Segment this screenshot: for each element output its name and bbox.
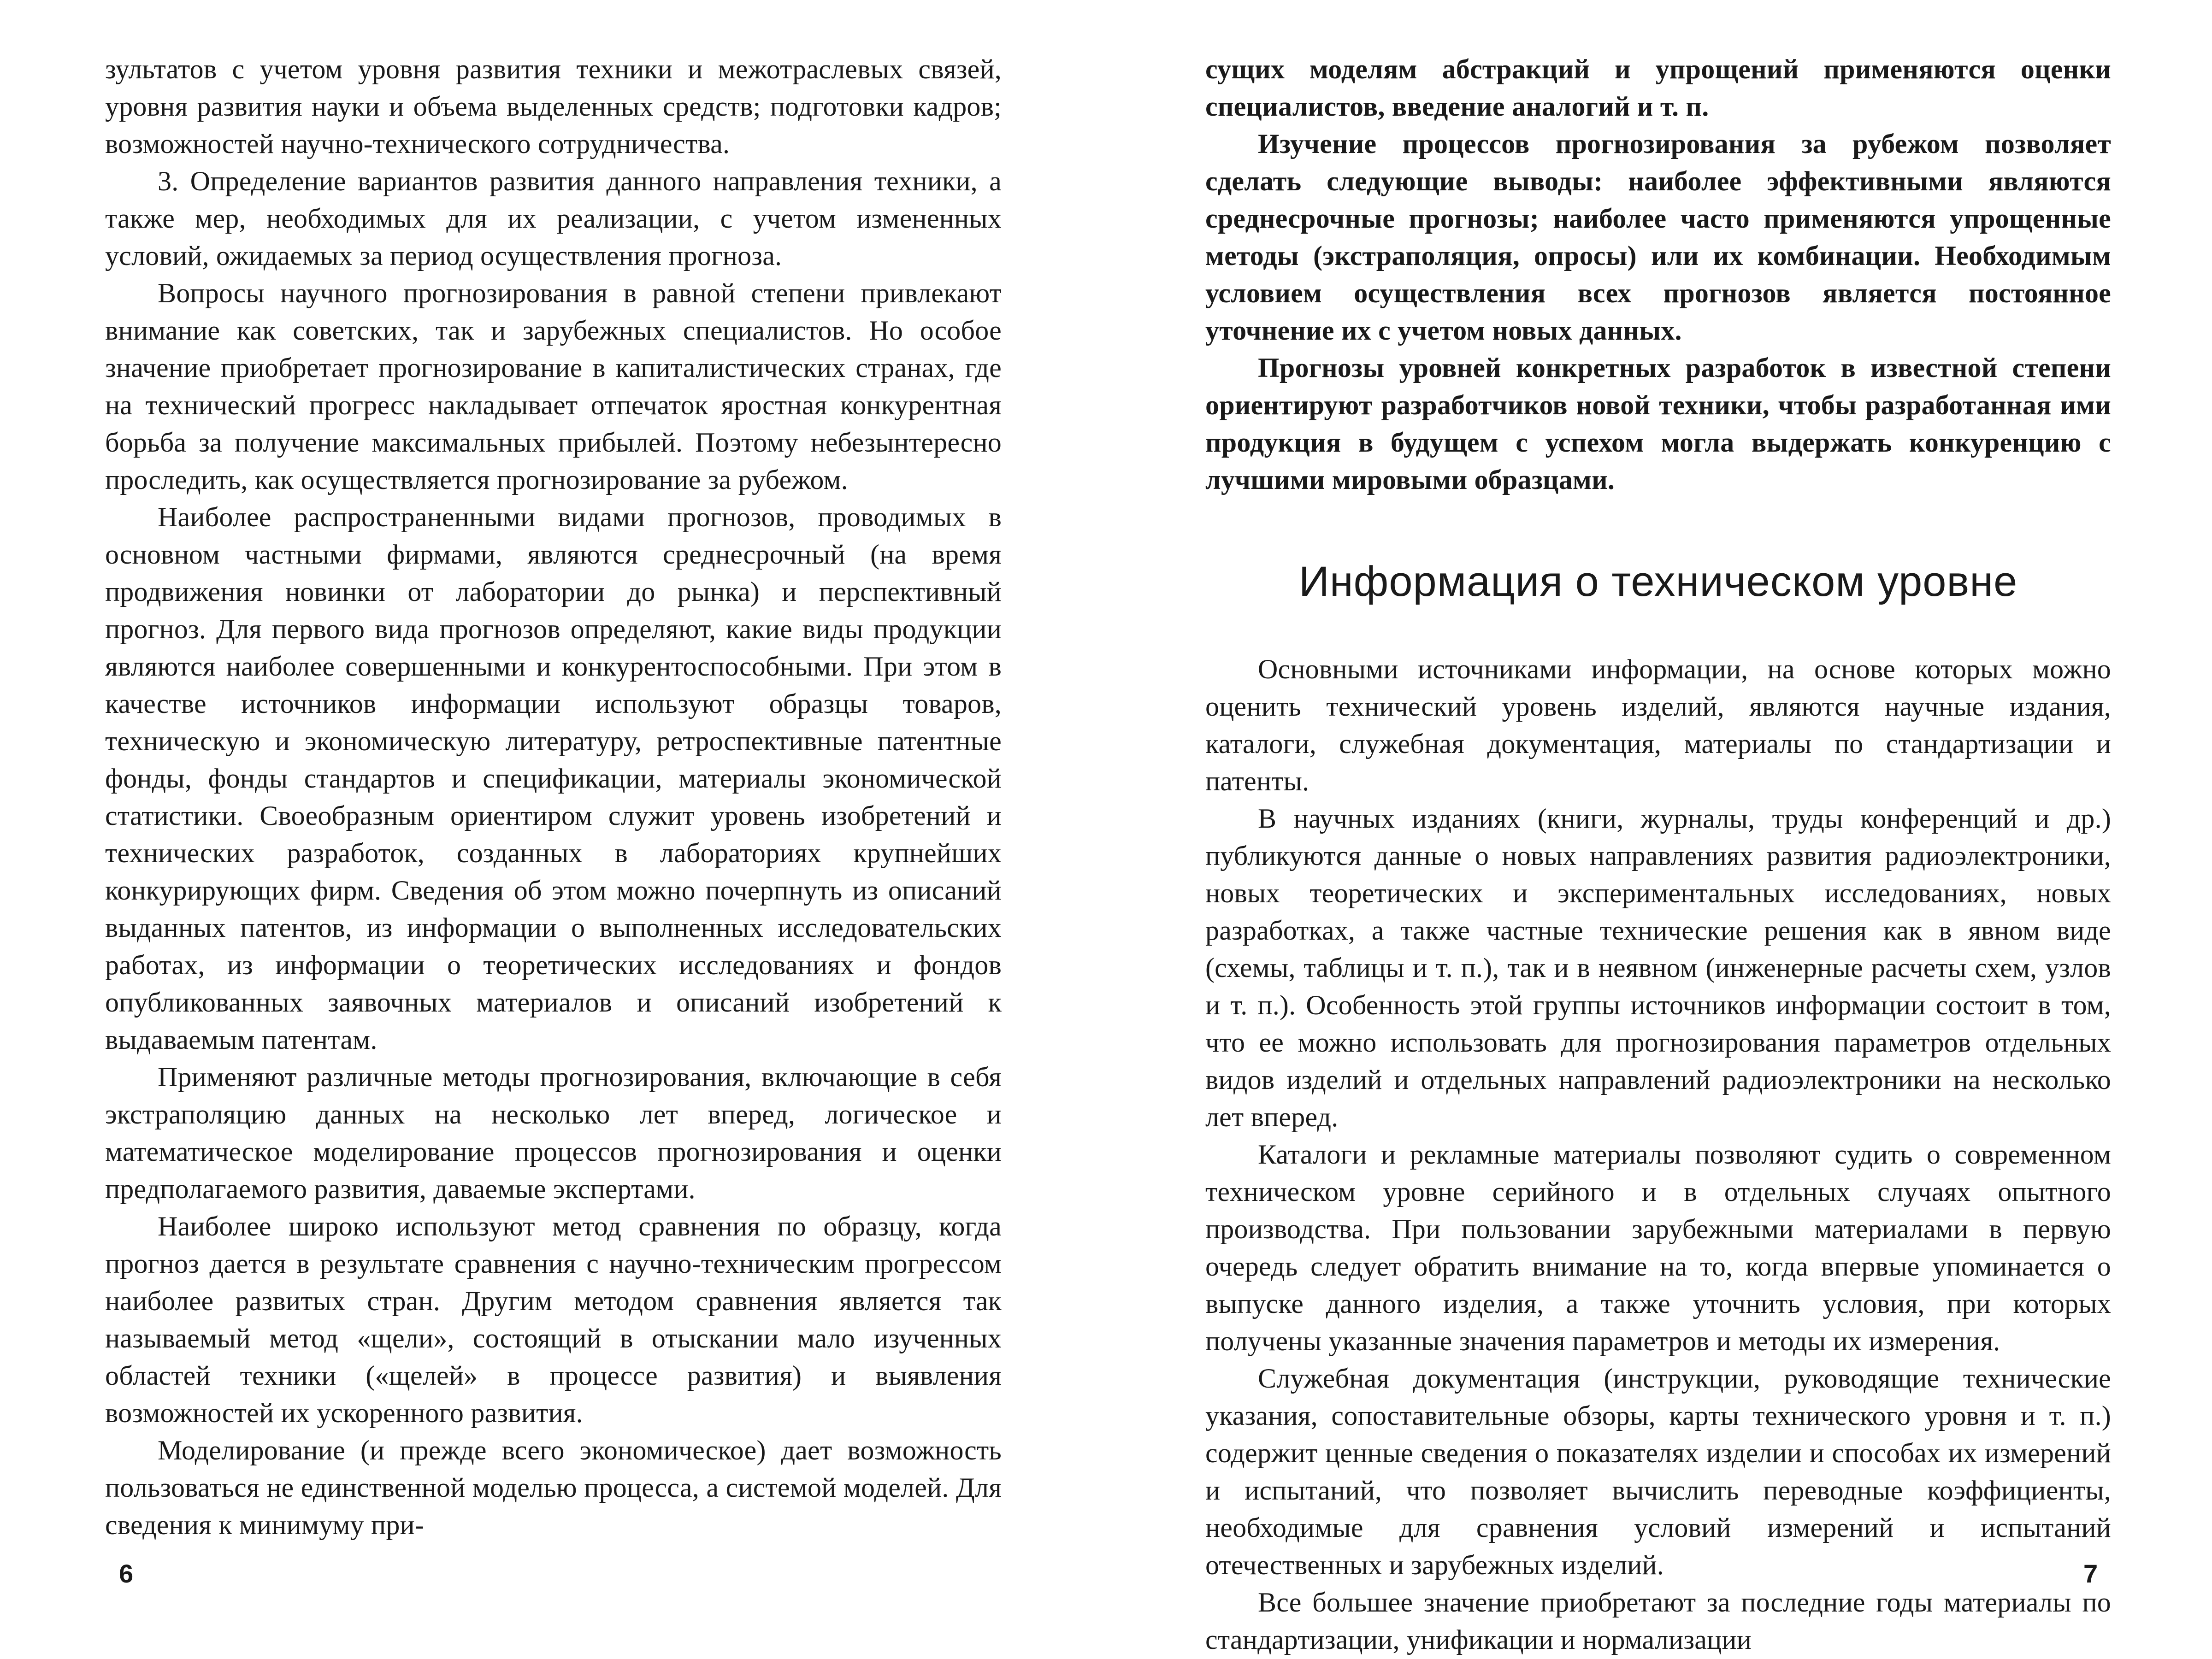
paragraph: сущих моделям абстракций и упрощений применяются оценки специалистов, введение аналогий и т. п. xyxy=(1205,54,2111,122)
paragraph: Наиболее распространенными видами прогнозов, проводимых в основном частными фирмами, являются среднесрочный (на время продвижения новинки от лаборатории до рынка) и перспективный прогноз. Для первого вида прогнозов определяют, какие виды продукции являются наиболее совершенными и конкурентоспособными. При этом в качестве источников информации используют образцы товаров, техническую и экономическую литературу, ретроспективные патентные фонды, фонды стандартов и спецификации, материалы экономической статистики. Своеобразным ориентиром служит уровень изобретений и технических разработок, созданных в лабораториях крупнейших конкурирующих фирм. Сведения об этом можно почерпнуть из описаний выданных патентов, из информации о выполненных исследовательских работах, из информации о теоретических исследованиях и фондов опубликованных заявочных материалов и описаний изобретений к выдаваемым патентам. xyxy=(105,502,1002,1055)
paragraph: Применяют различные методы прогнозирования, включающие в себя экстраполяцию данных на несколько лет вперед, логическое и математическое моделирование процессов прогнозирования и оценки предполагаемого развития, даваемые экспертами. xyxy=(105,1062,1002,1204)
section-heading: Информация о техническом уровне xyxy=(1298,558,2018,605)
paragraph: Вопросы научного прогнозирования в равной степени привлекают внимание как советских, так и зарубежных специалистов. Но особое значение приобретает прогнозирование в капиталистических странах, где на технический прогресс накладывает отпечаток яростная конкурентная борьба за получение максимальных прибылей. Поэтому небезынтересно проследить, как осуществляется прогнозирование за рубежом. xyxy=(105,278,1002,495)
right-page xyxy=(1205,51,2111,1659)
page-number-left: 6 xyxy=(119,1559,134,1588)
left-page-text xyxy=(105,51,1002,1544)
paragraph: зультатов с учетом уровня развития техники и межотраслевых связей, уровня развития науки и объема выделенных средств; подготовки кадров; возможностей научно-технического сотрудничества. xyxy=(105,54,1002,159)
paragraph: В научных изданиях (книги, журналы, труды конференций и др.) публикуются данные о новых направлениях развития радиоэлектроники, новых теоретических и экспериментальных исследованиях, новых разработках, а также частные технические решения как в явном виде (схемы, таблицы и т. п.), так и в неявном (инженерные расчеты схем, узлов и т. п.). Особенность этой группы источников информации состоит в том, что ее можно использовать для прогнозирования параметров отдельных видов изделий и отдельных направлений радиоэлектроники на несколько лет вперед. xyxy=(1205,803,2111,1132)
page-number-right: 7 xyxy=(2083,1559,2098,1588)
paragraph: Основными источниками информации, на основе которых можно оценить технический уровень изделий, являются научные издания, каталоги, служебная документация, материалы по стандартизации и патенты. xyxy=(1205,654,2111,796)
left-page xyxy=(105,51,1002,1544)
paragraph: Изучение процессов прогнозирования за рубежом позволяет сделать следующие выводы: наиболее эффективными являются среднесрочные прогнозы; наиболее часто применяются упрощенные методы (экстраполяция, опросы) или их комбинации. Необходимым условием осуществления всех прогнозов является постоянное уточнение их с учетом новых данных. xyxy=(1205,129,2111,346)
right-page-top-text xyxy=(1205,51,2111,499)
paragraph: Служебная документация (инструкции, руководящие технические указания, сопоставительные обзоры, карты технического уровня и т. п.) содержит ценные сведения о показателях изделии и способах их измерений и испытаний, что позволяет вычислить переводные коэффициенты, необходимые для сравнения условий измерений и испытаний отечественных и зарубежных изделий. xyxy=(1205,1363,2111,1580)
paragraph: 3. Определение вариантов развития данного направления техники, а также мер, необходимых для их реализации, с учетом измененных условий, ожидаемых за период осуществления прогноза. xyxy=(105,166,1002,271)
paragraph: Каталоги и рекламные материалы позволяют судить о современном техническом уровне серийного и в отдельных случаях опытного производства. При пользовании зарубежными материалами в первую очередь следует обратить внимание на то, когда впервые упоминается о выпуске данного изделия, а также уточнить условия, при которых получены указанные значения параметров и методы их измерения. xyxy=(1205,1139,2111,1356)
paragraph: Наиболее широко используют метод сравнения по образцу, когда прогноз дается в результате сравнения с научно-техническим прогрессом наиболее развитых стран. Другим методом сравнения является так называемый метод «щели», состоящий в отыскании мало изученных областей техники («щелей» в процессе развития) и выявления возможностей их ускоренного развития. xyxy=(105,1211,1002,1428)
paragraph: Моделирование (и прежде всего экономическое) дает возможность пользоваться не единственной моделью процесса, а системой моделей. Для сведения к минимуму при- xyxy=(105,1435,1002,1540)
right-page-section-text xyxy=(1205,651,2111,1659)
paragraph: Все большее значение приобретают за последние годы материалы по стандартизации, унификации и нормализации xyxy=(1205,1587,2111,1655)
paragraph: Прогнозы уровней конкретных разработок в известной степени ориентируют разработчиков новой техники, чтобы разработанная ими продукция в будущем с успехом могла выдержать конкуренцию с лучшими мировыми образцами. xyxy=(1205,353,2111,495)
